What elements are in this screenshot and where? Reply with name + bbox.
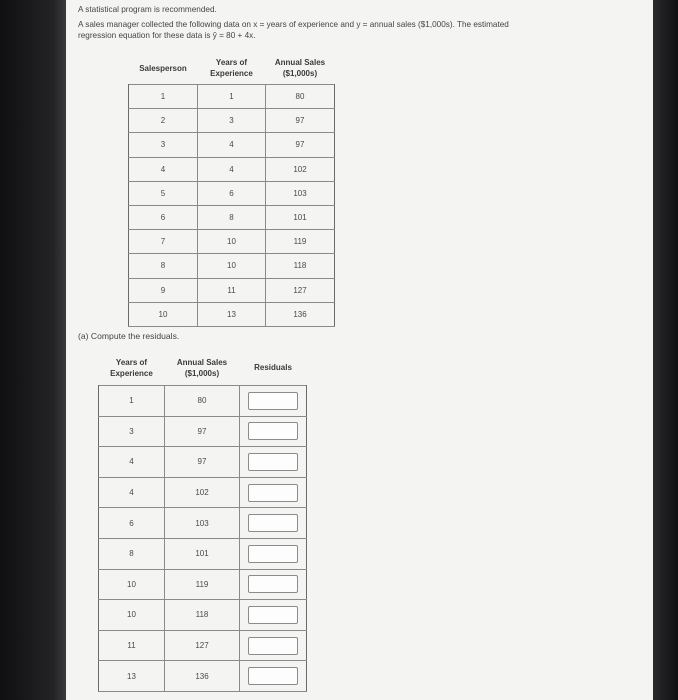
photo-right-edge [653, 0, 678, 700]
years-cell: 10 [99, 569, 165, 600]
years-cell: 11 [99, 630, 165, 661]
residual-input[interactable] [248, 392, 298, 410]
table-row [129, 205, 335, 229]
table-row [99, 508, 307, 539]
table-row [129, 85, 335, 109]
table-row [129, 254, 335, 278]
table-row [99, 661, 307, 692]
header-annual-sales: Annual Sales ($1,000s) [274, 58, 326, 78]
table-row [129, 230, 335, 254]
sales-cell: 136 [165, 661, 240, 692]
sales-cell: 97 [266, 109, 335, 133]
salesperson-cell: 9 [129, 278, 198, 302]
residual-input[interactable] [248, 637, 298, 655]
table-row [129, 181, 335, 205]
years-cell: 4 [198, 133, 266, 157]
years-cell: 10 [99, 600, 165, 631]
header-residuals: Residuals [254, 363, 292, 372]
salesperson-cell: 4 [129, 157, 198, 181]
sales-cell: 127 [165, 630, 240, 661]
residuals-table [98, 350, 307, 692]
sales-cell: 136 [266, 302, 335, 326]
sales-cell: 97 [165, 416, 240, 447]
salesperson-cell: 8 [129, 254, 198, 278]
header-years-experience: Years of Experience [210, 58, 253, 78]
years-cell: 8 [99, 538, 165, 569]
sales-cell: 103 [165, 508, 240, 539]
years-cell: 6 [99, 508, 165, 539]
salesperson-cell: 1 [129, 85, 198, 109]
years-cell: 3 [99, 416, 165, 447]
table-row [129, 302, 335, 326]
years-cell: 4 [99, 447, 165, 478]
residual-input[interactable] [248, 514, 298, 532]
intro-line-3: regression equation for these data is ŷ = 80 + 4x. [78, 31, 256, 40]
years-cell: 4 [99, 477, 165, 508]
salesperson-cell: 10 [129, 302, 198, 326]
residual-input[interactable] [248, 453, 298, 471]
salesperson-cell: 2 [129, 109, 198, 133]
residual-input[interactable] [248, 484, 298, 502]
table-row [129, 157, 335, 181]
residual-cell [240, 569, 307, 600]
residual-cell [240, 600, 307, 631]
years-cell: 1 [198, 85, 266, 109]
table-row [129, 278, 335, 302]
residual-cell [240, 477, 307, 508]
residual-input[interactable] [248, 545, 298, 563]
table-row [99, 569, 307, 600]
residual-cell [240, 630, 307, 661]
residual-cell [240, 386, 307, 417]
intro-line-1: A statistical program is recommended. [78, 5, 217, 14]
table-row [129, 133, 335, 157]
sales-cell: 80 [165, 386, 240, 417]
years-cell: 8 [198, 205, 266, 229]
residual-cell [240, 416, 307, 447]
sales-cell: 97 [266, 133, 335, 157]
years-cell: 10 [198, 230, 266, 254]
table-row [99, 600, 307, 631]
residual-cell [240, 538, 307, 569]
data-table [128, 52, 335, 327]
residual-input[interactable] [248, 575, 298, 593]
sales-cell: 101 [165, 538, 240, 569]
sales-cell: 102 [165, 477, 240, 508]
salesperson-cell: 7 [129, 230, 198, 254]
years-cell: 1 [99, 386, 165, 417]
table-row [99, 386, 307, 417]
table-row [99, 477, 307, 508]
photo-left-edge [0, 0, 66, 700]
years-cell: 13 [99, 661, 165, 692]
years-cell: 4 [198, 157, 266, 181]
salesperson-cell: 5 [129, 181, 198, 205]
intro-line-2: A sales manager collected the following data on x = years of experience and y = annual sales ($1,000s). The estimated [78, 20, 509, 29]
residual-input[interactable] [248, 667, 298, 685]
sales-cell: 80 [266, 85, 335, 109]
sales-cell: 102 [266, 157, 335, 181]
sales-cell: 119 [165, 569, 240, 600]
residual-cell [240, 661, 307, 692]
residual-input[interactable] [248, 422, 298, 440]
data-table-header [129, 52, 335, 85]
header-annual-sales: Annual Sales ($1,000s) [176, 357, 228, 378]
table-row [99, 538, 307, 569]
years-cell: 6 [198, 181, 266, 205]
residual-cell [240, 508, 307, 539]
table-row [99, 447, 307, 478]
sales-cell: 127 [266, 278, 335, 302]
table-row [99, 630, 307, 661]
header-salesperson: Salesperson [139, 63, 187, 73]
part-a-prompt: (a) Compute the residuals. [78, 331, 180, 341]
sales-cell: 118 [266, 254, 335, 278]
residual-input[interactable] [248, 606, 298, 624]
residual-cell [240, 447, 307, 478]
table-row [129, 109, 335, 133]
years-cell: 13 [198, 302, 266, 326]
sales-cell: 97 [165, 447, 240, 478]
sales-cell: 119 [266, 230, 335, 254]
salesperson-cell: 6 [129, 205, 198, 229]
years-cell: 3 [198, 109, 266, 133]
sales-cell: 118 [165, 600, 240, 631]
sales-cell: 103 [266, 181, 335, 205]
years-cell: 10 [198, 254, 266, 278]
sales-cell: 101 [266, 205, 335, 229]
salesperson-cell: 3 [129, 133, 198, 157]
table-row [99, 416, 307, 447]
residuals-table-header [99, 350, 307, 386]
years-cell: 11 [198, 278, 266, 302]
header-years-experience: Years of Experience [110, 357, 153, 378]
